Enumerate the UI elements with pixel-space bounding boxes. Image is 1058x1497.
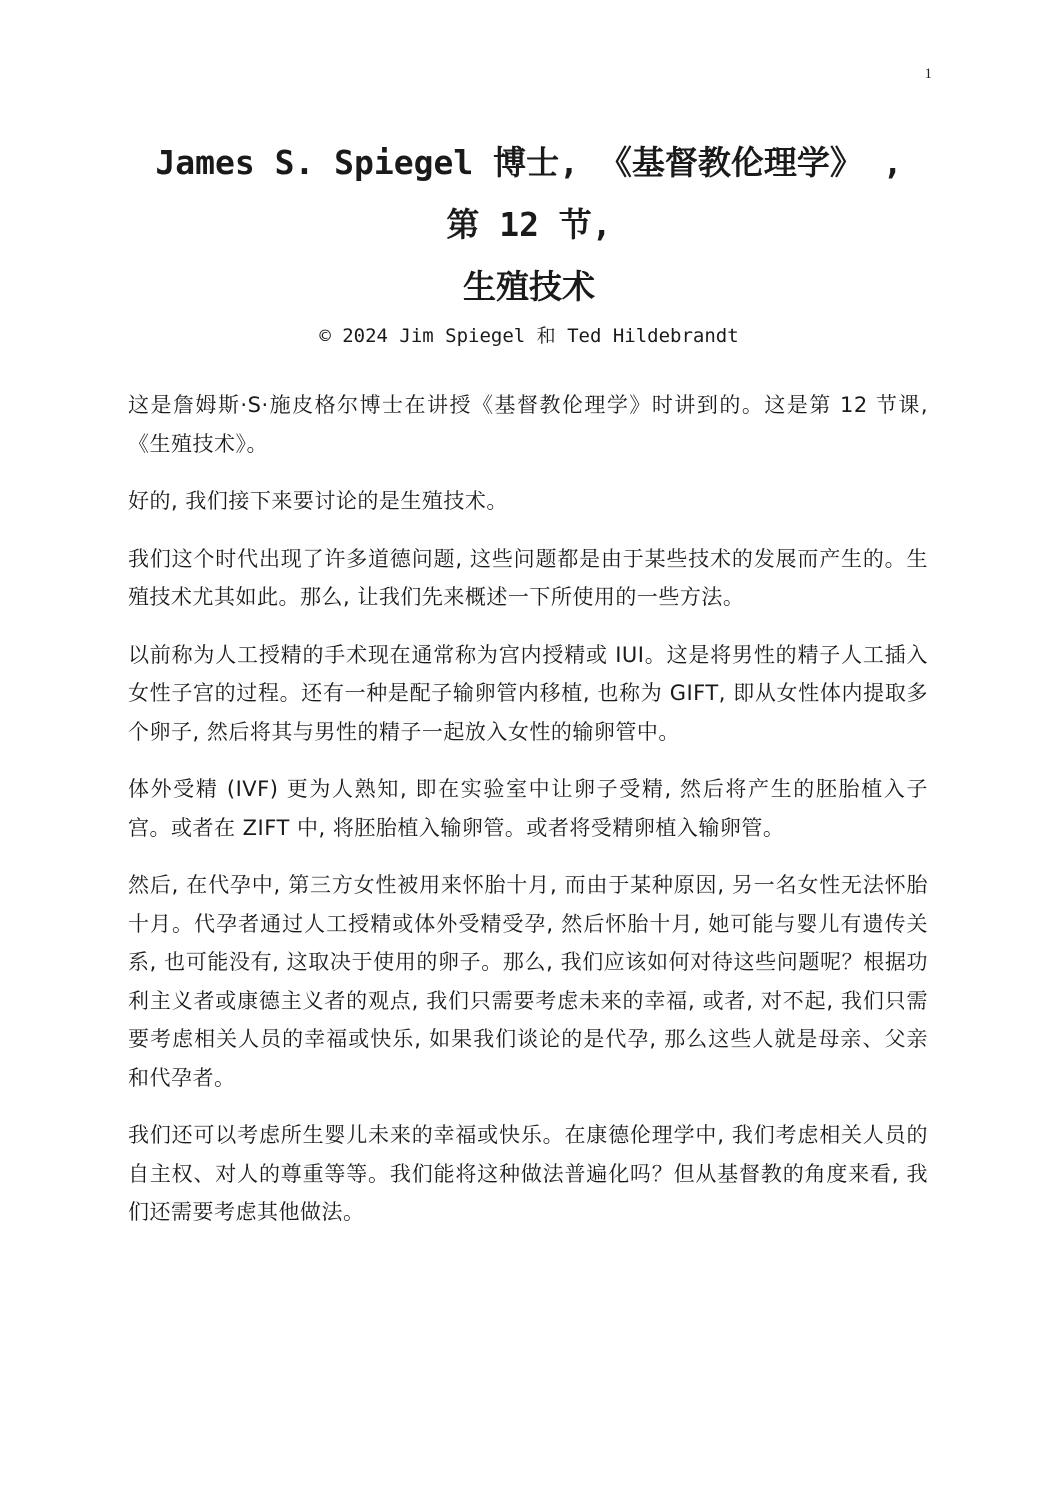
paragraph-intro: 这是詹姆斯·S·施皮格尔博士在讲授《基督教伦理学》时讲到的。这是第 12 节课, 《生殖技术》。 <box>128 393 928 456</box>
document-body <box>128 386 928 1251</box>
page-number: 1 <box>924 66 932 82</box>
paragraph-overview: 我们这个时代出现了许多道德问题, 这些问题都是由于某些技术的发展而产生的。生殖技术尤其如此。那么, 让我们先来概述一下所使用的一些方法。 <box>128 546 928 609</box>
title-line-3: 生殖技术 <box>463 267 595 306</box>
title-line-1: James S. Spiegel 博士, 《基督教伦理学》 , <box>155 143 903 182</box>
paragraph-topic: 好的, 我们接下来要讨论的是生殖技术。 <box>128 489 508 513</box>
document-header <box>100 132 958 350</box>
paragraph-surrogacy: 然后, 在代孕中, 第三方女性被用来怀胎十月, 而由于某种原因, 另一名女性无法怀胎十月。代孕者通过人工授精或体外受精受孕, 然后怀胎十月, 她可能与婴儿有遗传关系, 也可能没有, 这取决于使用的卵子。那么, 我们应该如何对待这些问题呢？根据功利主义者或康德主义者的观点, 我们只需要考虑未来的幸福, 或者, 对不起, 我们只需要考虑相关人员的幸福或快乐, 如果我们谈论的是代孕, 那么这些人就是母亲、父亲和代孕者。 <box>128 873 928 1090</box>
copyright-notice: © 2024 Jim Spiegel 和 Ted Hildebrandt <box>319 325 739 347</box>
paragraph-ethics: 我们还可以考虑所生婴儿未来的幸福或快乐。在康德伦理学中, 我们考虑相关人员的自主权、对人的尊重等等。我们能将这种做法普遍化吗？但从基督教的角度来看, 我们还需要考虑其他做法。 <box>128 1123 928 1224</box>
title-line-2: 第 12 节, <box>446 205 612 244</box>
paragraph-iui-gift: 以前称为人工授精的手术现在通常称为宫内授精或 IUI。这是将男性的精子人工插入女性子宫的过程。还有一种是配子输卵管内移植, 也称为 GIFT, 即从女性体内提取多个卵子, 然后将其与男性的精子一起放入女性的输卵管中。 <box>128 642 928 744</box>
paragraph-ivf-zift: 体外受精 (IVF) 更为人熟知, 即在实验室中让卵子受精, 然后将产生的胚胎植入子宫。或者在 ZIFT 中, 将胚胎植入输卵管。或者将受精卵植入输卵管。 <box>128 777 928 840</box>
